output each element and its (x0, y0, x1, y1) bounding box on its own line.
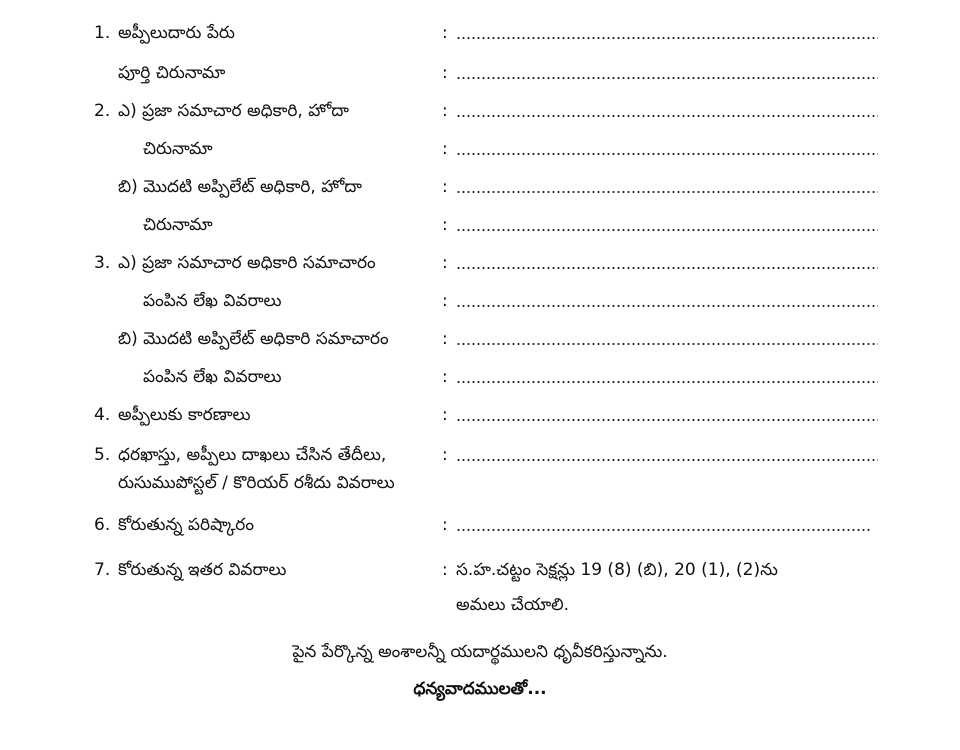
field-label-relief-sought: కోరుతున్న పరిష్కారం (118, 515, 254, 535)
colon: : (442, 405, 448, 425)
colon: : (442, 139, 448, 159)
colon: : (442, 445, 448, 465)
colon: : (442, 253, 448, 273)
field-label-fee-receipt-details: రుసుముపోస్టల్ / కొరియర్ రశీదు వివరాలు (118, 473, 395, 493)
fill-line (456, 266, 878, 270)
fill-line (456, 36, 878, 40)
field-label-appellant-name: అప్పీలుదారు పేరు (118, 23, 235, 43)
item-number: 3. (94, 253, 111, 273)
declaration-text: పైన పేర్కొన్న అంశాలన్నీ యదార్థములని ధృవీకరిస్తున్నాను. (292, 642, 668, 662)
field-label-faa-address: చిరునామా (143, 215, 213, 235)
fill-line (456, 380, 878, 384)
closing-text: ధన్యవాదములతో... (413, 679, 547, 699)
field-label-pio-information: ఎ) ప్రజా సమాచార అధికారి సమాచారం (118, 253, 376, 273)
field-label-faa-letter-details: పంపిన లేఖ వివరాలు (143, 367, 282, 387)
other-details-value: స.హ.చట్టం సెక్షన్లు 19 (8) (బి), 20 (1), (2)ను (456, 560, 778, 580)
fill-line (456, 342, 878, 346)
colon: : (442, 101, 448, 121)
item-number: 2. (94, 101, 111, 121)
field-label-other-details: కోరుతున్న ఇతర వివరాలు (118, 560, 287, 580)
item-number: 5. (94, 445, 111, 465)
field-label-filing-dates: ధరఖాస్తు, అప్పీలు దాఖలు చేసిన తేదీలు, (118, 445, 387, 465)
fill-line (456, 190, 878, 194)
field-label-appeal-reasons: అప్పీలుకు కారణాలు (118, 405, 251, 425)
colon: : (442, 515, 448, 535)
item-number: 1. (94, 23, 111, 43)
item-number: 7. (94, 560, 111, 580)
field-label-faa-information: బి) మొదటి అప్పిలేట్ అధికారి సమాచారం (118, 329, 389, 349)
item-number: 4. (94, 405, 111, 425)
colon: : (442, 63, 448, 83)
field-label-pio-address: చిరునామా (143, 139, 213, 159)
colon: : (442, 23, 448, 43)
fill-line (456, 152, 878, 156)
fill-line (456, 458, 878, 462)
colon: : (442, 177, 448, 197)
colon: : (442, 329, 448, 349)
fill-line (456, 304, 878, 308)
field-label-faa-designation: బి) మొదటి అప్పిలేట్ అధికారి, హోదా (118, 177, 362, 197)
colon: : (442, 560, 448, 580)
fill-line (456, 528, 872, 532)
fill-line (456, 228, 878, 232)
field-label-pio-letter-details: పంపిన లేఖ వివరాలు (143, 291, 282, 311)
colon: : (442, 291, 448, 311)
item-number: 6. (94, 515, 111, 535)
field-label-full-address: పూర్తి చిరునామా (118, 63, 226, 83)
fill-line (456, 114, 878, 118)
field-label-pio-designation: ఎ) ప్రజా సమాచార అధికారి, హోదా (118, 101, 349, 121)
colon: : (442, 367, 448, 387)
fill-line (456, 418, 878, 422)
other-details-value-continued: అమలు చేయాలి. (456, 595, 570, 615)
colon: : (442, 215, 448, 235)
fill-line (456, 76, 878, 80)
